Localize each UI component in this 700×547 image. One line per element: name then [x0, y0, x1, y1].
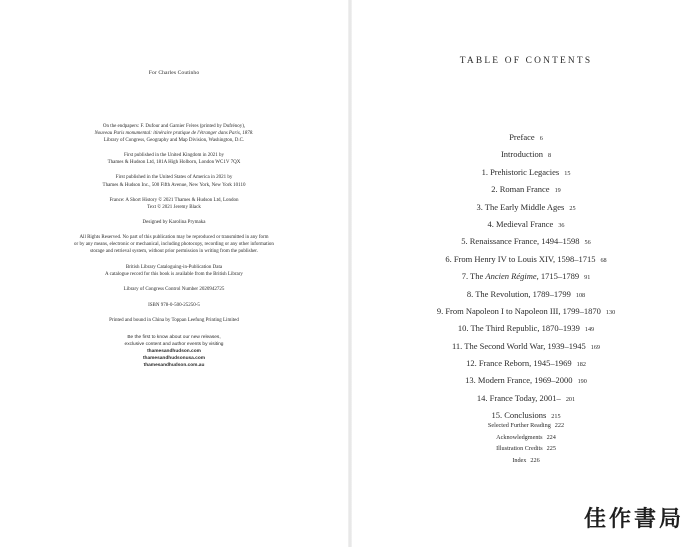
toc-list [352, 131, 700, 427]
backmatter-title: Index [512, 457, 527, 465]
uk-publication [40, 152, 308, 166]
cip-line: British Library Cataloguing-in-Publication Data [125, 265, 223, 271]
backmatter-page-number: 225 [546, 445, 556, 453]
watermark-logo: 佳作書局 [583, 507, 684, 532]
dedication: For Charles Coutinho [148, 70, 200, 76]
toc-entry-title: 8. The Revolution, 1789–1799 [466, 288, 571, 299]
toc-entry [352, 235, 700, 252]
cip-line: A catalogue record for this book is available from the British Library [105, 272, 243, 278]
toc-entry [352, 340, 700, 357]
toc-entry-title: 5. Renaissance France, 1494–1598 [461, 236, 580, 247]
toc-page-number: 19 [554, 187, 561, 195]
toc-page-number: 56 [584, 239, 591, 247]
us-publication-line: First published in the United States of America in 2021 by [115, 175, 233, 181]
backmatter-entry [352, 456, 700, 468]
backmatter-title: Selected Further Reading [487, 422, 551, 429]
toc-page-number: 149 [584, 326, 595, 334]
promo-line: Be the first to know about our new releases, [127, 334, 221, 340]
toc-entry-title: 9. From Napoleon I to Napoleon III, 1799–1870 [436, 305, 601, 316]
toc-page-number: 169 [590, 343, 600, 351]
backmatter-page-number: 222 [554, 422, 565, 429]
rights-statement [40, 234, 308, 255]
contents-page [352, 0, 700, 547]
isbn [40, 302, 308, 309]
toc-entry-title: 11. The Second World War, 1939–1945 [451, 340, 586, 351]
copyright-notice [40, 197, 308, 211]
toc-entry-title: 15. Conclusions [491, 410, 547, 421]
endpapers-credit [40, 123, 308, 144]
toc-entry [352, 218, 700, 235]
us-publication-line: Thames & Hudson Inc., 500 Fifth Avenue, New York, New York 10110 [102, 182, 246, 188]
toc-page-number: 108 [575, 291, 586, 299]
backmatter-title: Illustration Credits [496, 445, 543, 453]
toc-page-number: 201 [565, 395, 576, 403]
toc-entry [352, 166, 700, 183]
printer-credit [40, 317, 308, 324]
backmatter-list [352, 421, 700, 468]
toc-page-number: 182 [576, 361, 586, 369]
toc-title: TABLE OF CONTENTS [459, 56, 593, 66]
toc-entry-title: 3. The Early Middle Ages [476, 201, 565, 212]
toc-entry-title: 12. France Reborn, 1945–1969 [466, 358, 572, 369]
publisher-promo [40, 334, 308, 370]
toc-entry [352, 322, 700, 339]
uk-publication-line: Thames & Hudson Ltd, 181A High Holborn, London WC1V 7QX [107, 160, 241, 166]
toc-page-number: 91 [584, 274, 591, 282]
toc-page-number: 215 [551, 413, 561, 421]
toc-page-number: 68 [600, 256, 607, 264]
toc-entry-title: 4. Medieval France [487, 218, 554, 229]
backmatter-entry [352, 421, 700, 433]
endpapers-line: Nouveau Paris monumental: itinéraire pratique de l'étranger dans Paris, 1878. [94, 131, 254, 137]
toc-page-number: 6 [539, 135, 543, 142]
rights-line: All Rights Reserved. No part of this publication may be reproduced or transmitted in any form [79, 234, 269, 240]
british-library-cip [40, 264, 308, 278]
publisher-url: thamesandhudson.com [147, 349, 201, 355]
toc-entry [352, 183, 700, 200]
toc-entry [352, 270, 700, 287]
toc-entry-title: 10. The Third Republic, 1870–1939 [457, 323, 580, 334]
loc-line: Library of Congress Control Number 2020942725 [123, 287, 225, 293]
toc-entry [352, 288, 700, 305]
backmatter-page-number: 224 [546, 433, 556, 441]
toc-entry [352, 305, 700, 322]
toc-entry-title: 6. From Henry IV to Louis XIV, 1598–1715 [445, 253, 596, 264]
toc-entry [352, 392, 700, 409]
toc-entry-title: 14. France Today, 2001– [476, 392, 561, 403]
copyright-block [40, 123, 308, 370]
toc-page-number: 25 [569, 204, 576, 212]
toc-page-number: 190 [577, 378, 587, 386]
toc-page-number: 130 [605, 308, 616, 316]
toc-entry-title: 2. Roman France [491, 184, 550, 195]
rights-line: storage and retrieval system, without prior permission in writing from the publisher. [90, 249, 258, 255]
toc-entry [352, 201, 700, 218]
toc-entry-title: Introduction [500, 149, 543, 160]
toc-page-number: 15 [564, 169, 571, 177]
backmatter-entry [352, 433, 700, 445]
toc-entry-suffix: , 1715–1789 [536, 271, 580, 282]
toc-entry [352, 253, 700, 270]
toc-page-number: 36 [558, 221, 565, 229]
toc-entry-title: 7. The [461, 271, 486, 282]
toc-entry-title: 1. Prehistoric Legacies [481, 166, 560, 177]
toc-entry-title: Preface [509, 132, 535, 142]
endpapers-line: On the endpapers: F. Dufour and Garnier Frères (printed by Dufrénoy), [102, 124, 246, 129]
designer-credit [40, 219, 308, 226]
backmatter-entry [352, 444, 700, 456]
toc-entry [352, 357, 700, 374]
toc-entry-italic: Ancien Régime [485, 271, 537, 282]
toc-page-number: 8 [547, 152, 552, 160]
us-publication [40, 174, 308, 188]
designer-line: Designed by Karolina Prymaka [142, 219, 206, 225]
backmatter-title: Acknowledgments [496, 433, 543, 441]
toc-entry [352, 374, 700, 391]
toc-entry-title: 13. Modern France, 1969–2000 [465, 375, 573, 386]
printer-line: Printed and bound in China by Toppan Leefung Printing Limited [109, 317, 239, 323]
endpapers-line: Library of Congress, Geography and Map Division, Washington, D.C. [103, 138, 245, 144]
rights-line: or by any means, electronic or mechanical, including photocopy, recording or any other information [74, 242, 274, 248]
toc-entry [352, 131, 700, 148]
isbn-line: ISBN 978-0-500-25250-5 [148, 302, 200, 308]
backmatter-page-number: 226 [530, 457, 540, 465]
promo-line: exclusive content and author events by visiting [124, 341, 224, 347]
copyright-page [0, 0, 348, 547]
publisher-url: thamesandhudson.com.au [143, 363, 205, 369]
copyright-line: France: A Short History © 2021 Thames & Hudson Ltd, London [109, 197, 239, 203]
toc-entry [352, 148, 700, 165]
loc-control-number [40, 286, 308, 293]
publisher-url: thamesandhudsonusa.com [142, 356, 206, 362]
uk-publication-line: First published in the United Kingdom in 2021 by [124, 153, 224, 159]
copyright-line: Text © 2021 Jeremy Black [147, 204, 201, 210]
